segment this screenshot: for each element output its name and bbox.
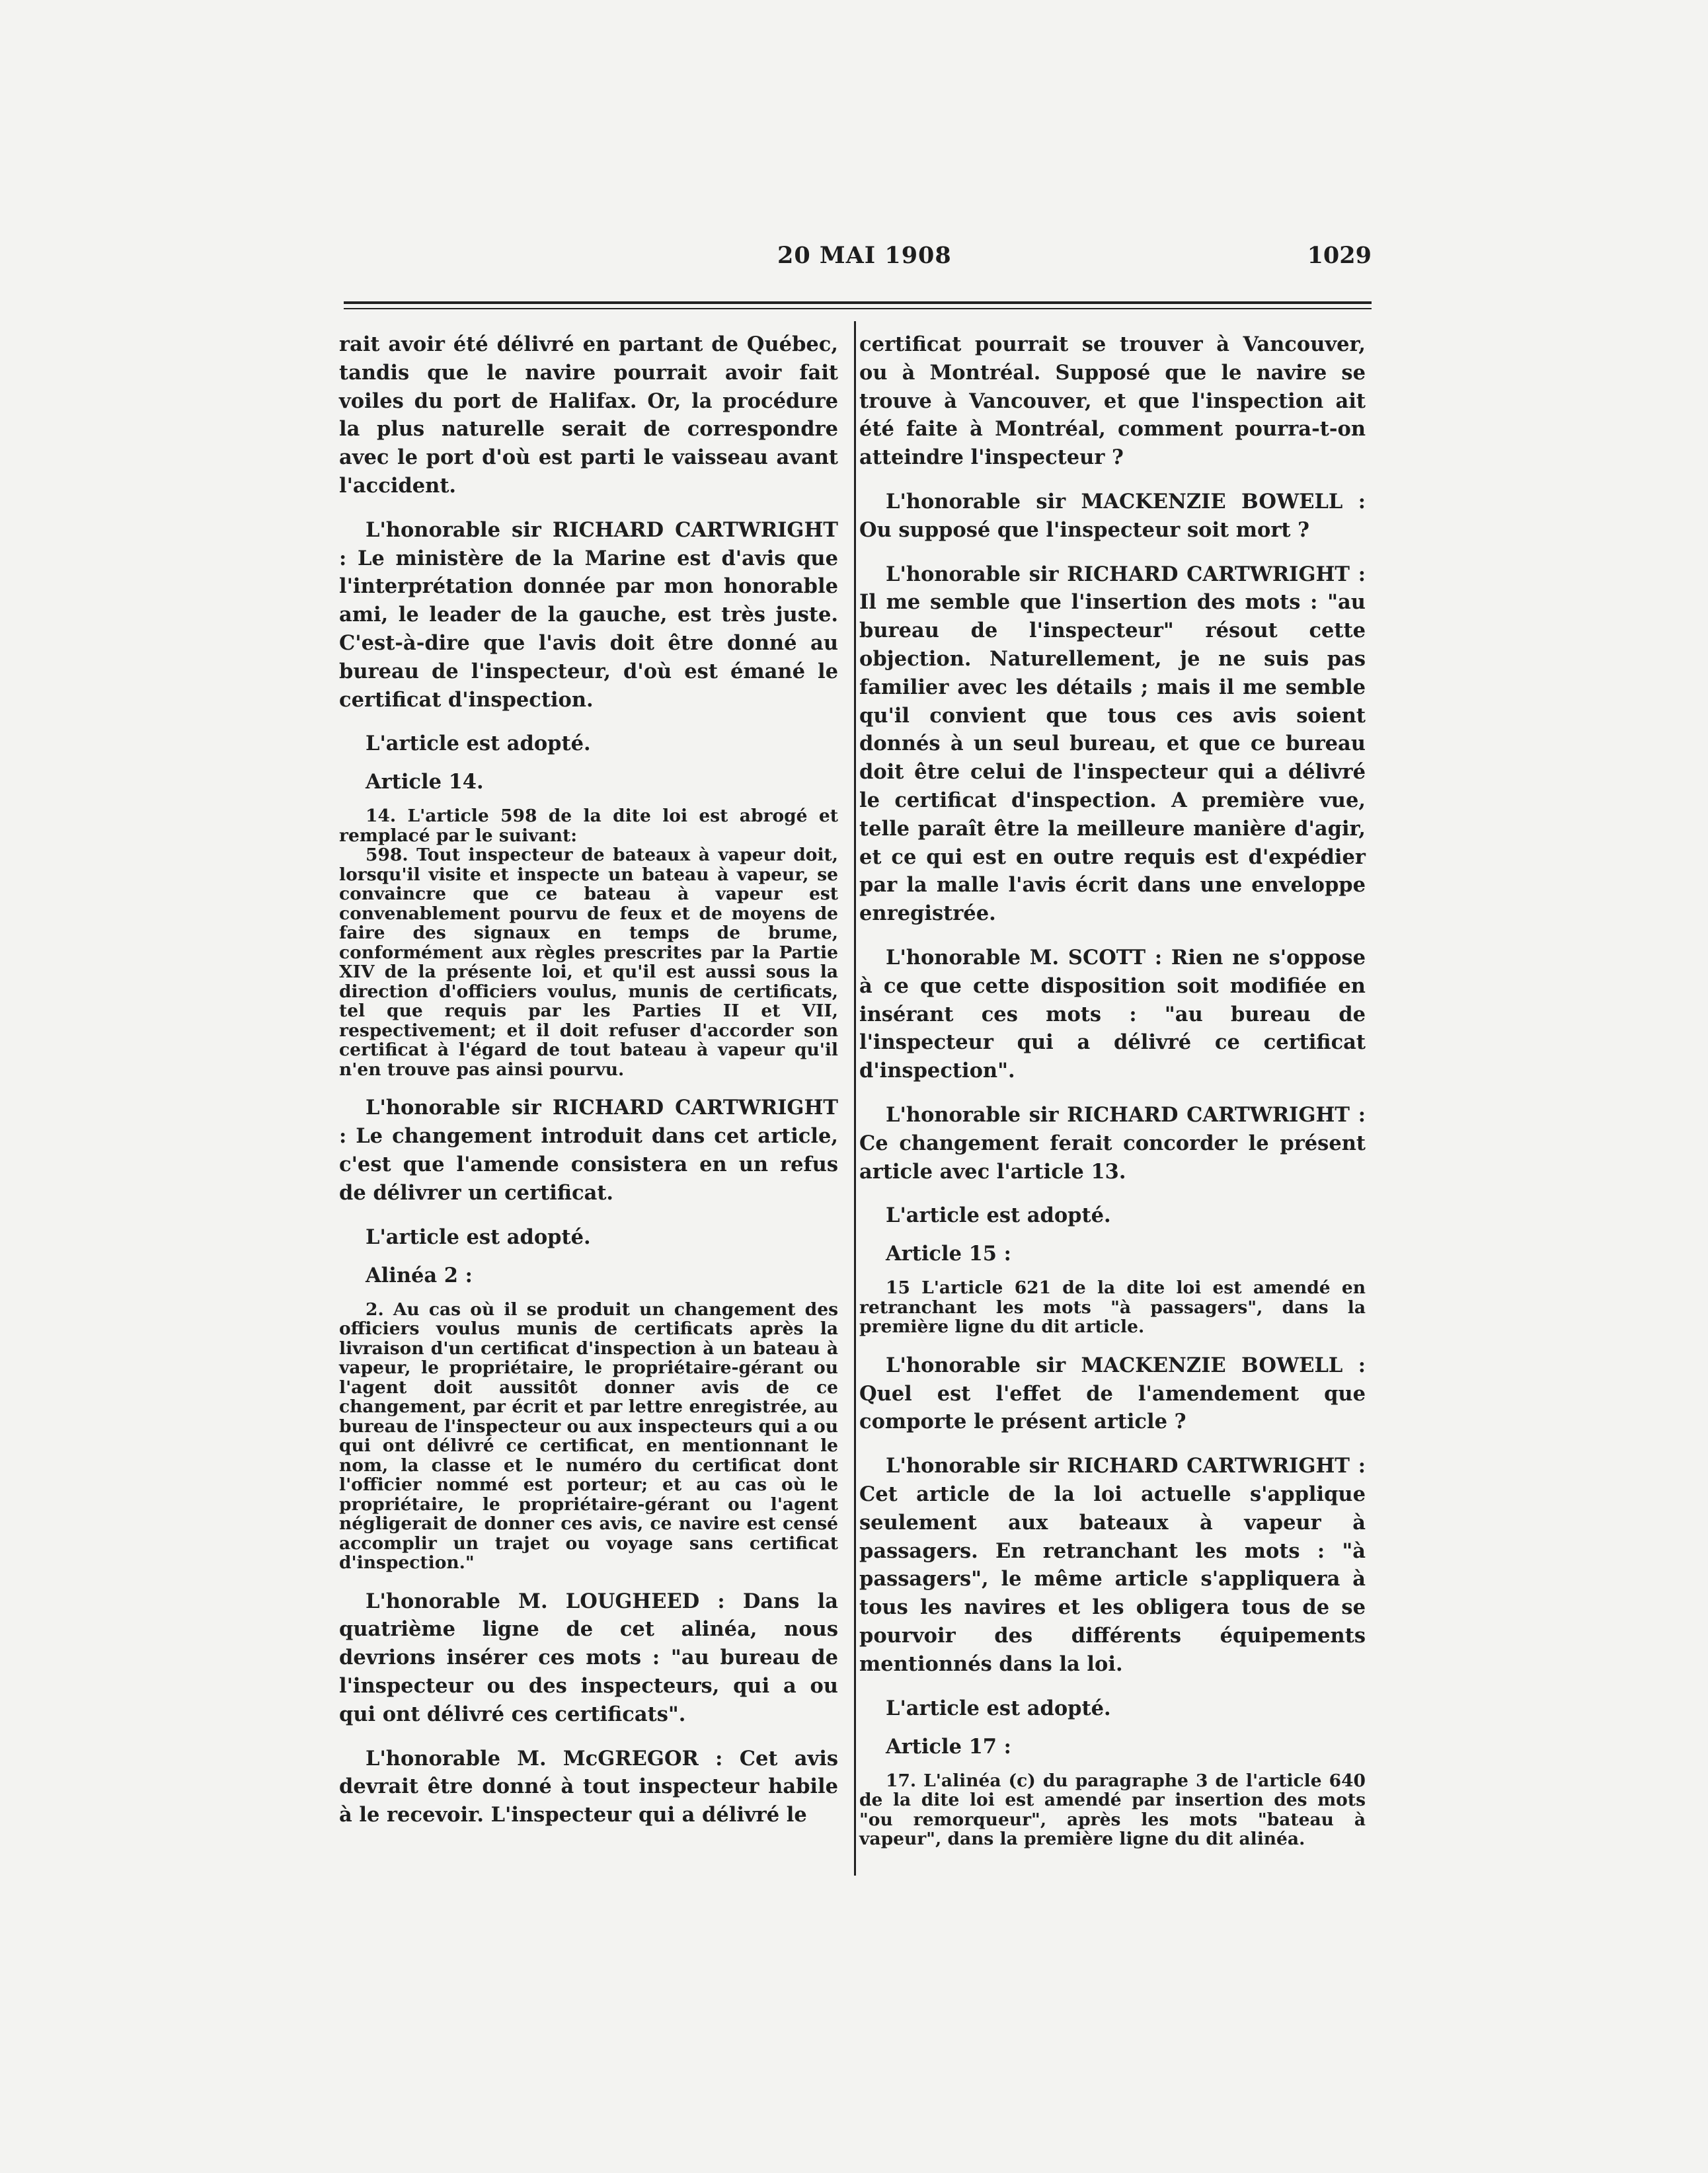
paragraph: rait avoir été délivré en partant de Québec, tandis que le navire pourrait avoir fait voiles du port de Halifax. Or, la procédure la plus naturelle serait de correspondre avec le port d'où est parti le vaisseau avant l'accident.: [339, 332, 838, 498]
statute-text: 2. Au cas où il se produit un changement des officiers voulus munis de certificats après la livraison d'un certificat d'inspection à un bateau à vapeur, le propriétaire, le propriétaire-gérant ou l'agent doit aussitôt donner avis de ce changement, par écrit et par lettre enregistrée, au bureau de l'inspecteur ou aux inspecteurs qui a ou qui ont délivré ce certificat, en mentionnant le nom, la classe et le numéro du certificat dont l'officier nommé est porteur; et au cas où le propriétaire, le propriétaire-gérant ou l'agent négligerait de donner ces avis, ce navire est censé accomplir un trajet ou voyage sans certificat d'inspection.": [339, 1299, 838, 1574]
right-column: [859, 330, 1366, 1864]
left-column: [339, 330, 838, 1845]
adoption-note: L'article est adopté.: [886, 1203, 1111, 1228]
paragraph: certificat pourrait se trouver à Vancouver, ou à Montréal. Supposé que le navire se trouve à Vancouver, et que l'inspection ait été faite à Montréal, comment pourra-t-on atteindre l'inspecteur ?: [859, 332, 1366, 470]
adoption-note: L'article est adopté.: [886, 1696, 1111, 1720]
article-heading: Article 14.: [366, 770, 484, 794]
speech-paragraph: L'honorable M. LOUGHEED : Dans la quatrième ligne de cet alinéa, nous devrions insérer ces mots : "au bureau de l'inspecteur ou des inspecteurs, qui a ou qui ont délivré ces certificats".: [339, 1589, 838, 1726]
speech-paragraph: L'honorable sir RICHARD CARTWRIGHT : Ce changement ferait concorder le présent article avec l'article 13.: [859, 1102, 1366, 1184]
article-heading: Alinéa 2 :: [366, 1263, 473, 1287]
statute-body: 598. Tout inspecteur de bateaux à vapeur doit, lorsqu'il visite et inspecte un bateau à vapeur, se convaincre que ce bateau à vapeur est convenablement pourvu de feux et de moyens de faire des signaux en temps de brume, conformément aux règles prescrites par la Partie XIV de la présente loi, et qu'il est aussi sous la direction d'officiers voulus, munis de certificats, tel que requis par les Parties II et VII, respectivement; et il doit refuser d'accorder son certificat à l'égard de tout bateau à vapeur qu'il n'en trouve pas ainsi pourvu.: [339, 845, 838, 1080]
speech-paragraph: L'honorable sir RICHARD CARTWRIGHT : Le ministère de la Marine est d'avis que l'interprétation donnée par mon honorable ami, le leader de la gauche, est très juste. C'est-à-dire que l'avis doit être donné au bureau de l'inspecteur, d'où est émané le certificat d'inspection.: [339, 517, 838, 712]
statute-intro: 14. L'article 598 de la dite loi est abrogé et remplacé par le suivant:: [339, 806, 838, 846]
speech-paragraph: L'honorable M. McGREGOR : Cet avis devrait être donné à tout inspecteur habile à le recevoir. L'inspecteur qui a délivré le: [339, 1746, 838, 1827]
adoption-note: L'article est adopté.: [366, 732, 591, 756]
header-rule-thin: [344, 308, 1372, 309]
speech-paragraph: L'honorable sir MACKENZIE BOWELL : Quel est l'effet de l'amendement que comporte le présent article ?: [859, 1353, 1366, 1434]
article-heading: Article 15 :: [886, 1242, 1011, 1266]
speech-paragraph: L'honorable sir RICHARD CARTWRIGHT : Il me semble que l'insertion des mots : "au bureau de l'inspecteur" résout cette objection. Naturellement, je ne suis pas familier avec les détails ; mais il me semble qu'il convient que tous ces avis soient donnés à un seul bureau, et que ce bureau doit être celui de l'inspecteur qui a délivré le certificat d'inspection. A première vue, telle paraît être la meilleure manière d'agir, et ce qui est en outre requis est d'expédier par la malle l'avis écrit dans une enveloppe enregistrée.: [859, 562, 1366, 926]
page-number: 1029: [1307, 242, 1372, 269]
speech-paragraph: L'honorable M. SCOTT : Rien ne s'oppose à ce que cette disposition soit modifiée en insérant ces mots : "au bureau de l'inspecteur qui a délivré ce certificat d'inspection".: [859, 945, 1366, 1083]
header-rule: [344, 301, 1372, 304]
page-header: [344, 242, 1372, 282]
article-heading: Article 17 :: [886, 1734, 1011, 1759]
speech-paragraph: L'honorable sir RICHARD CARTWRIGHT : Cet article de la loi actuelle s'applique seulement aux bateaux à vapeur à passagers. En retranchant les mots : "à passagers", le même article s'appliquera à tous les navires et les obligera tous de se pourvoir des différents équipements mentionnés dans la loi.: [859, 1454, 1366, 1676]
statute-text: 17. L'alinéa (c) du paragraphe 3 de l'article 640 de la dite loi est amendé par insertion des mots "ou remorqueur", après les mots "bateau à vapeur", dans la première ligne du dit alinéa.: [859, 1770, 1366, 1850]
speech-paragraph: L'honorable sir RICHARD CARTWRIGHT : Le changement introduit dans cet article, c'est que l'amende consistera en un refus de délivrer un certificat.: [339, 1096, 838, 1205]
header-date: 20 MAI 1908: [777, 242, 952, 269]
statute-text: 15 L'article 621 de la dite loi est amendé en retranchant les mots "à passagers", dans la première ligne du dit article.: [859, 1277, 1366, 1338]
speech-paragraph: L'honorable sir MACKENZIE BOWELL : Ou supposé que l'inspecteur soit mort ?: [859, 489, 1366, 542]
statute-text: [339, 806, 838, 1079]
column-divider: [854, 321, 856, 1876]
adoption-note: L'article est adopté.: [366, 1225, 591, 1249]
